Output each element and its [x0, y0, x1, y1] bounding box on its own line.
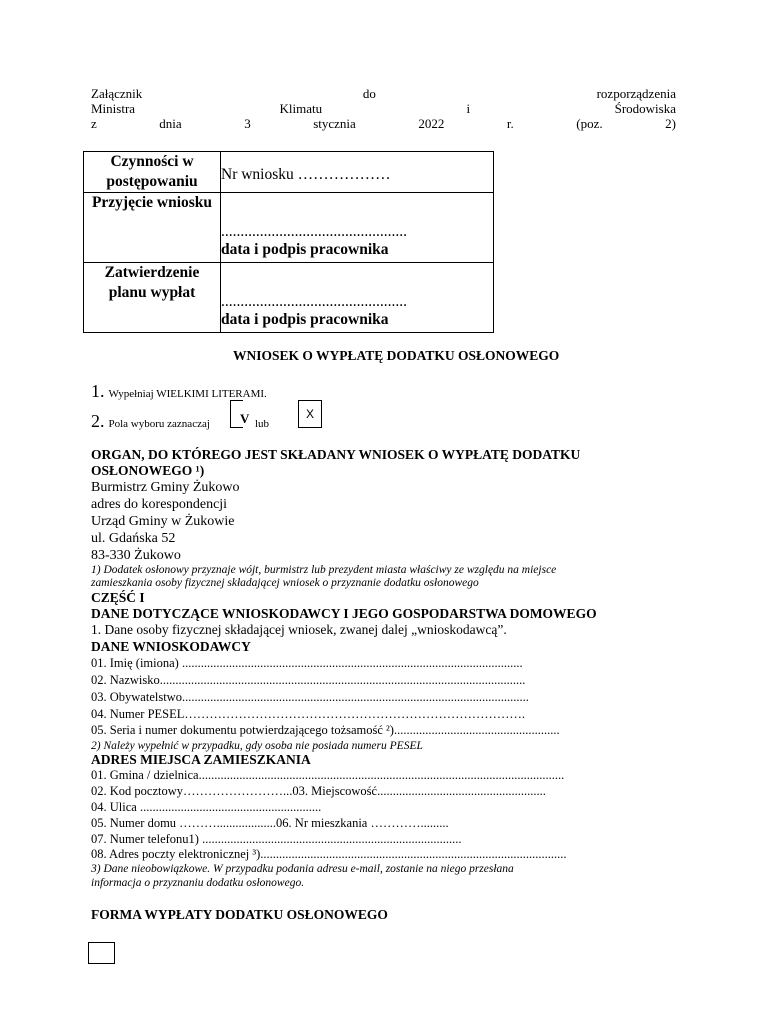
street-field[interactable]: 04. Ulica .......................................................... [91, 800, 322, 814]
approval-label: Zatwierdzenie planu wypłat [104, 264, 200, 301]
instruction-text: Pola wyboru zaznaczaj [108, 418, 210, 430]
citizenship-field[interactable]: 03. Obywatelstwo............................................................................................................... [91, 690, 529, 704]
first-name-field[interactable]: 01. Imię (imiona) ............................................................................................................. [91, 656, 523, 670]
header-word: 2022 [418, 116, 445, 131]
instruction-number: 1. [91, 381, 105, 401]
header-word: 3 [244, 116, 251, 131]
organ-address-line: 83-330 Żukowo [91, 548, 181, 563]
header-word: Środowiska [614, 101, 676, 116]
instruction-2 [91, 411, 210, 432]
organ-address-line: Burmistrz Gminy Żukowo [91, 480, 240, 495]
payment-form-heading: FORMA WYPŁATY DODATKU OSŁONOWEGO [91, 907, 388, 922]
header-word: stycznia [313, 116, 356, 131]
instruction-text: Wypełniaj WIELKIMI LITERAMI. [108, 388, 267, 400]
email-field[interactable]: 08. Adres poczty elektronicznej ³).................................................................................................. [91, 847, 567, 861]
header-word: r. [506, 116, 514, 131]
id-document-field[interactable]: 05. Seria i numer dokumentu potwierdzającego tożsamość ²)..................................................... [91, 723, 560, 737]
payment-option-checkbox[interactable] [88, 942, 115, 964]
or-label: lub [255, 418, 270, 430]
acceptance-label-cell [84, 193, 221, 263]
acceptance-signature-cell[interactable] [221, 193, 494, 263]
pesel-field[interactable]: 04. Numer PESEL………………………………………………………………………. [91, 707, 526, 721]
form-title: WNIOSEK O WYPŁATĘ DODATKU OSŁONOWEGO [233, 348, 560, 363]
organ-address-line: adres do korespondencji [91, 497, 228, 512]
footnote-1-line-1: 1) Dodatek osłonowy przyznaje wójt, burmistrz lub prezydent miasta właściwy ze względu na miejsce [91, 564, 557, 576]
check-mark-icon: V [240, 411, 250, 426]
last-name-field[interactable]: 02. Nazwisko..................................................................................................................... [91, 673, 526, 687]
header-word: dnia [159, 116, 182, 131]
application-number-cell[interactable] [221, 152, 494, 193]
approval-signature-cell[interactable] [221, 263, 494, 333]
footnote-2: 2) Należy wypełnić w przypadku, gdy osoba nie posiada numeru PESEL [91, 740, 423, 752]
address-heading: ADRES MIEJSCA ZAMIESZKANIA [91, 752, 311, 767]
procedure-label-cell [84, 152, 221, 193]
organ-address-line: ul. Gdańska 52 [91, 531, 176, 546]
procedure-label: Czynności w postępowaniu [106, 153, 198, 190]
organ-address-line: Urząd Gminy w Żukowie [91, 514, 235, 529]
header-word: Ministra [91, 101, 136, 116]
instruction-1 [91, 381, 267, 402]
signature-caption: data i podpis pracownika [221, 241, 389, 258]
signature-dots: ................................................ [221, 223, 407, 240]
x-mark-icon: X [305, 407, 314, 421]
header-line-3 [91, 116, 676, 132]
header-word: 2) [665, 116, 676, 131]
acceptance-label: Przyjęcie wniosku [91, 194, 213, 211]
applicant-heading: DANE WNIOSKODAWCY [91, 639, 251, 654]
organ-heading-line-1: ORGAN, DO KTÓREGO JEST SKŁADANY WNIOSEK O WYPŁATĘ DODATKU [91, 447, 581, 462]
part-1-label: CZĘŚĆ I [91, 590, 145, 605]
checkbox-example-x [298, 400, 322, 428]
header-word: (poz. [576, 116, 603, 131]
header-word: i [466, 101, 471, 116]
header-word: Klimatu [279, 101, 323, 116]
signature-dots: ................................................ [221, 293, 407, 310]
procedure-table [83, 151, 494, 333]
footnote-3-line-2: informacja o przyznaniu dodatku osłonowego. [91, 877, 305, 889]
footnote-3-line-1: 3) Dane nieobowiązkowe. W przypadku podania adresu e-mail, zostanie na niego przesłana [91, 863, 514, 875]
header-word: Załącznik [91, 86, 143, 101]
part-1-heading: DANE DOTYCZĄCE WNIOSKODAWCY I JEGO GOSPODARSTWA DOMOWEGO [91, 606, 597, 621]
part-1-intro: 1. Dane osoby fizycznej składającej wniosek, zwanej dalej „wnioskodawcą”. [91, 622, 507, 637]
header-word: rozporządzenia [596, 86, 676, 101]
header-word: do [362, 86, 376, 101]
approval-label-cell [84, 263, 221, 333]
header-line-1 [91, 86, 676, 102]
municipality-field[interactable]: 01. Gmina / dzielnica..................................................................................................................... [91, 768, 565, 782]
signature-caption: data i podpis pracownika [221, 311, 389, 328]
footnote-1-line-2: zamieszkania osoby fizycznej składającej wniosek o przyznanie dodatku osłonowego [91, 577, 479, 589]
header-line-2 [91, 101, 676, 117]
postal-code-city-field[interactable]: 02. Kod pocztowy……………………...03. Miejscowość...................................................... [91, 784, 546, 798]
instruction-number: 2. [91, 411, 105, 431]
application-number-label: Nr wniosku ……………… [221, 166, 391, 183]
organ-heading-line-2: OSŁONOWEGO ¹) [91, 463, 205, 478]
phone-field[interactable]: 07. Numer telefonu1) ................................................................................... [91, 832, 462, 846]
header-word: z [91, 116, 97, 131]
house-apartment-field[interactable]: 05. Numer domu ………...................06. Nr mieszkania …………......... [91, 816, 449, 830]
